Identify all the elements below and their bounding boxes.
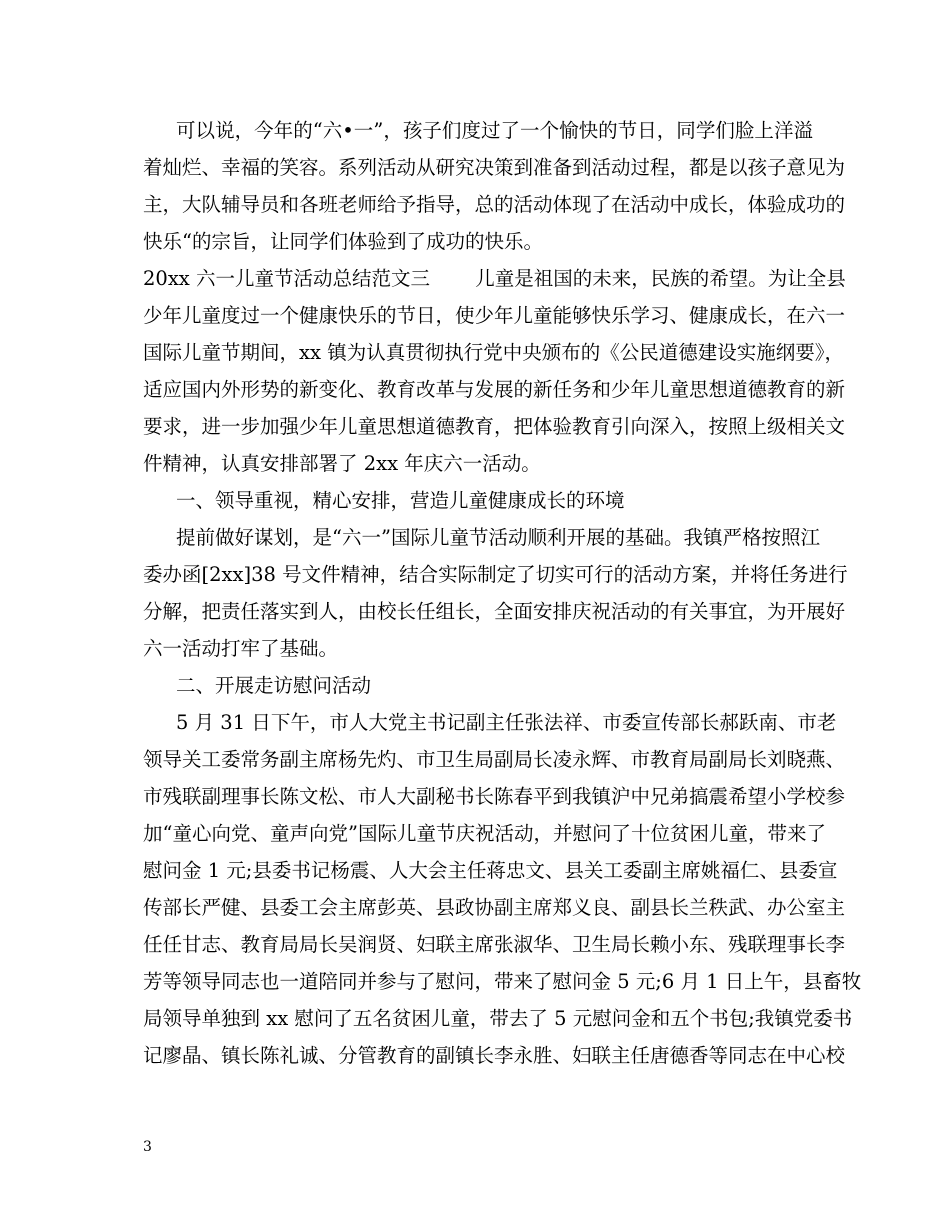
paragraph-line: 要求，进一步加强少年儿童思想道德教育，把体验教育引向深入，按照上级相关文 xyxy=(143,415,846,438)
paragraph-line: 芳等领导同志也一道陪同并参与了慰问，带来了慰问金 5 元;6 月 1 日上午，县畜牧 xyxy=(143,970,862,993)
paragraph-line: 领导关工委常务副主席杨先灼、市卫生局副局长凌永辉、市教育局副局长刘晓燕、 xyxy=(143,748,846,771)
paragraph-line: 慰问金 1 元;县委书记杨震、人大会主任蒋忠文、县关工委副主席姚福仁、县委宣 xyxy=(143,859,838,882)
paragraph-line: 加“童心向党、童声向党”国际儿童节庆祝活动，并慰问了十位贫困儿童，带来了 xyxy=(143,822,826,845)
paragraph-line: 快乐“的宗旨，让同学们体验到了成功的快乐。 xyxy=(143,230,543,253)
page-number: 3 xyxy=(143,1139,152,1155)
paragraph-line: 件精神，认真安排部署了 2xx 年庆六一活动。 xyxy=(143,452,541,475)
section-heading: 二、开展走访慰问活动 xyxy=(176,674,372,697)
paragraph-line: 提前做好谋划，是“六一”国际儿童节活动顺利开展的基础。我镇严格按照江 xyxy=(176,526,820,549)
paragraph-line: 任任甘志、教育局局长吴润贤、妇联主席张淑华、卫生局长赖小东、残联理事长李 xyxy=(143,933,846,956)
paragraph-line: 分解，把责任落实到人，由校长任组长，全面安排庆祝活动的有关事宜，为开展好 xyxy=(143,600,846,623)
paragraph-line: 适应国内外形势的新变化、教育改革与发展的新任务和少年儿童思想道德教育的新 xyxy=(143,378,846,401)
section-title-line: 20xx 六一儿童节活动总结范文三 儿童是祖国的未来，民族的希望。为让全县 xyxy=(143,267,846,290)
paragraph-line: 六一活动打牢了基础。 xyxy=(143,637,339,660)
paragraph-line: 可以说，今年的“六•一”，孩子们度过了一个愉快的节日，同学们脸上洋溢 xyxy=(176,119,813,142)
paragraph-line: 委办函[2xx]38 号文件精神，结合实际制定了切实可行的活动方案，并将任务进行 xyxy=(143,563,848,586)
paragraph-line: 少年儿童度过一个健康快乐的节日，使少年儿童能够快乐学习、健康成长，在六一 xyxy=(143,304,846,327)
section-heading: 一、领导重视，精心安排，营造儿童健康成长的环境 xyxy=(176,489,625,512)
paragraph-line: 主，大队辅导员和各班老师给予指导，总的活动体现了在活动中成长，体验成功的 xyxy=(143,193,846,216)
paragraph-line: 5 月 31 日下午，市人大党主书记副主任张法祥、市委宣传部长郝跃南、市老 xyxy=(176,711,837,734)
paragraph-line: 市残联副理事长陈文松、市人大副秘书长陈春平到我镇沪中兄弟搞震希望小学校参 xyxy=(143,785,846,808)
paragraph-line: 国际儿童节期间，xx 镇为认真贯彻执行党中央颁布的《公民道德建设实施纲要》， xyxy=(143,341,844,364)
paragraph-line: 着灿烂、幸福的笑容。系列活动从研究决策到准备到活动过程，都是以孩子意见为 xyxy=(143,156,846,179)
paragraph-line: 局领导单独到 xx 慰问了五名贫困儿童，带去了 5 元慰问金和五个书包;我镇党委书 xyxy=(143,1007,853,1030)
paragraph-line: 记廖晶、镇长陈礼诚、分管教育的副镇长李永胜、妇联主任唐德香等同志在中心校 xyxy=(143,1044,846,1067)
paragraph-line: 传部长严健、县委工会主席彭英、县政协副主席郑义良、副县长兰秩武、办公室主 xyxy=(143,896,846,919)
